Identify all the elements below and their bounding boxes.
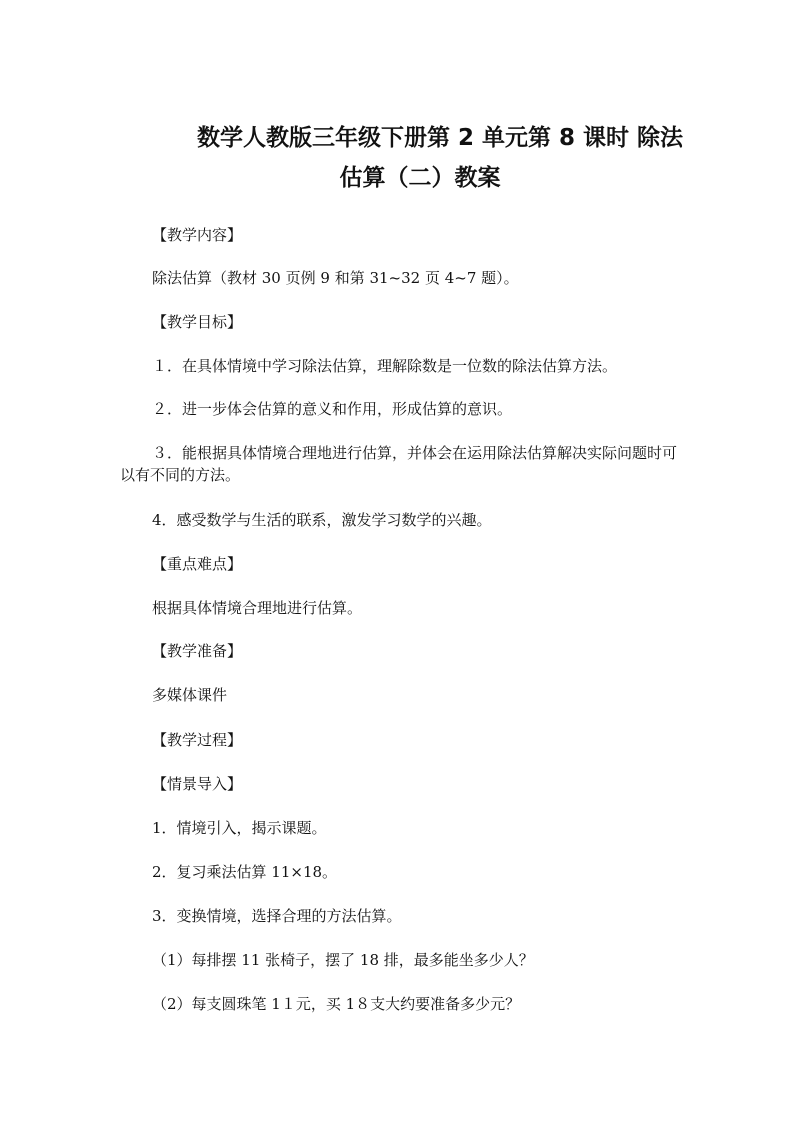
key-points-text: 根据具体情境合理地进行估算。 (152, 599, 363, 617)
intro-step-2: 2．复习乘法估算 11×18。 (152, 863, 338, 881)
section-heading-intro: 【情景导入】 (152, 775, 243, 793)
question-1: （1）每排摆 11 张椅子，摆了 18 排，最多能坐多少人？ (152, 951, 534, 969)
objective-item-4: 4．感受数学与生活的联系，激发学习数学的兴趣。 (152, 511, 492, 529)
objective-item-1: １．在具体情境中学习除法估算，理解除数是一位数的除法估算方法。 (152, 357, 618, 375)
title-line-2: 估算（二）教案 (339, 165, 501, 191)
document-title (120, 118, 720, 198)
title-line-1: 数学人教版三年级下册第 2 单元第 8 课时 除法 (196, 125, 684, 151)
objective-item-2: ２．进一步体会估算的意义和作用，形成估算的意识。 (152, 400, 513, 418)
section-heading-key-points: 【重点难点】 (152, 555, 243, 573)
question-2: （2）每支圆珠笔 1１元，买 1８支大约要准备多少元？ (152, 995, 521, 1013)
section-heading-preparation: 【教学准备】 (152, 642, 243, 660)
section-heading-objectives: 【教学目标】 (152, 313, 243, 331)
intro-step-1: 1．情境引入，揭示课题。 (152, 819, 327, 837)
preparation-text: 多媒体课件 (152, 686, 228, 704)
intro-step-3: 3．变换情境，选择合理的方法估算。 (152, 907, 402, 925)
section-heading-content: 【教学内容】 (152, 226, 243, 244)
objective-item-3: ３．能根据具体情境合理地进行估算，并体会在运用除法估算解决实际问题时可以有不同的方法。 (120, 444, 678, 484)
section-heading-process: 【教学过程】 (152, 731, 243, 749)
content-text: 除法估算（教材 30 页例 9 和第 31~32 页 4~7 题）。 (152, 269, 519, 287)
